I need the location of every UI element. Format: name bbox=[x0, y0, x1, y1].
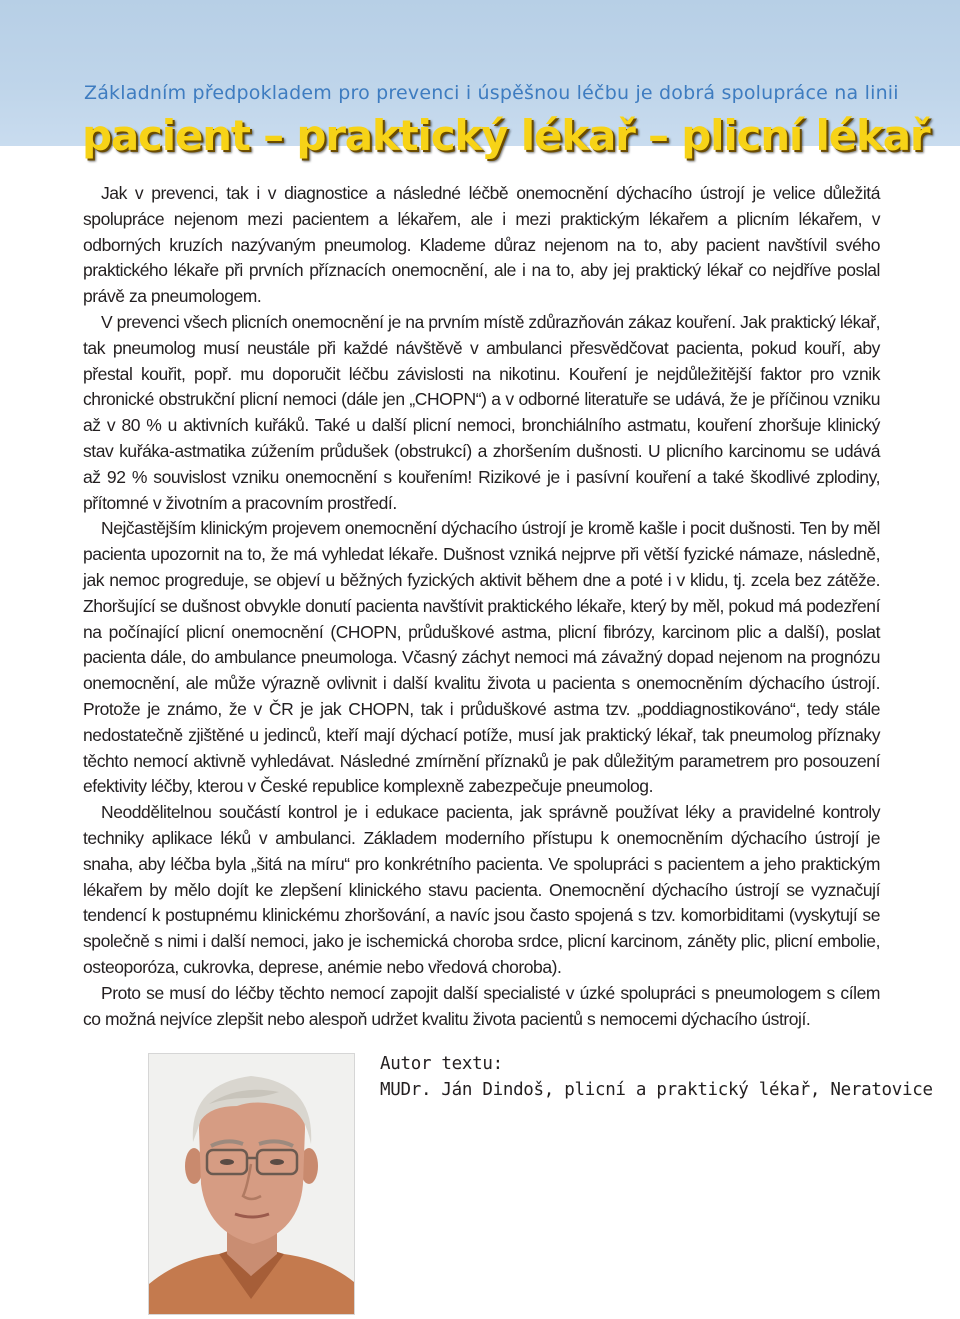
paragraph-intro: Jak v prevenci, tak i v diagnostice a následné léčbě onemocnění dýchacího ústrojí je velice důležitá spolupráce nejenom mezi pacientem a lékařem, ale i mezi praktickým lékařem a plicním lékařem, v odborných kruzích nazývaným pneumolog. Klademe důraz nejenom na to, aby pacient navštívil svého praktického lékaře při prvních příznacích onemocnění, ale i na to, aby jej praktický lékař co nejdříve poslal právě za pneumologem. bbox=[83, 183, 880, 307]
paragraph-smoking: V prevenci všech plicních onemocnění je na prvním místě zdůrazňován zákaz kouření. Jak praktický lékař, tak pneumolog musí neustále při každé návštěvě v ambulanci přesvědčovat pacienta, pokud kouří, aby přestal kouřit, popř. mu doporučit léčbu závislosti na nikotinu. Kouření je nejdůležitější faktor pro vznik chronické obstrukční plicní nemoci (dále jen „CHOPN“) a v odborné literatuře se udává, že je příčinou vzniku až v 80 % u aktivních kuřáků. Také u další plicní nemoci, bronchiálního astmatu, kouření zhoršuje klinický stav kuřáka-astmatika zúžením průdušek (obstrukcí) a zhoršením dušnosti. U plicního karcinomu se udává až 92 % souvislost vzniku onemocnění s kouřením! Rizikové je i pasívní kouření a také škodlivé zplodiny, přítomné v životním a pracovním prostředí. bbox=[83, 311, 880, 513]
author-label: Autor textu: bbox=[380, 1054, 503, 1074]
paragraph-conclusion: Proto se musí do léčby těchto nemocí zapojit další specialisté v úzké spolupráci s pneumologem s cílem co možná nejvíce zlepšit nebo alespoň udržet kvalitu života pacientů s nemocemi dýchacího ústrojí. bbox=[83, 982, 880, 1029]
article-body bbox=[83, 181, 880, 1032]
page-title: pacient – praktický lékař – plicní lékař bbox=[82, 111, 930, 160]
paragraph-symptoms: Nejčastějším klinickým projevem onemocnění dýchacího ústrojí je kromě kašle i pocit dušnosti. Ten by měl pacienta upozornit na to, že má vyhledat lékaře. Dušnost vzniká nejprve při větší fyzické námaze, následně, jak nemoc progreduje, se objeví u běžných fyzických aktivit během dne a poté i v klidu, tj. zcela bez zátěže. Zhoršující se dušnost obvykle donutí pacienta navštívit praktického lékaře, který by měl, pokud má podezření na počínající plicní onemocnění (CHOPN, průduškové astma, plicní fibrózy, karcinom plic a další), poslat pacienta dále, do ambulance pneumologa. Včasný záchyt nemoci má závažný dopad nejenom na prognózu onemocnění, ale může výrazně ovlivnit i další kvalitu života u pacienta s onemocněním dýchacího ústrojí. Protože je známo, že v ČR je jak CHOPN, tak i průduškové astma tzv. „poddiagnostikováno“, tedy stále nedostatečně zjištěné u jedinců, kteří mají dýchací potíže, musí jak praktický lékař, tak pneumolog příznaky těchto nemocí aktivně vyhledávat. Následné zmírnění příznaků je pak důležitým parametrem pro posouzení efektivity léčby, kterou v České republice komplexně zabezpečuje pneumolog. bbox=[83, 518, 880, 797]
article-kicker: Základním předpokladem pro prevenci i úspěšnou léčbu je dobrá spolupráce na linii bbox=[84, 82, 899, 104]
author-name: MUDr. Ján Dindoš, plicní a praktický lékař, Neratovice bbox=[380, 1080, 933, 1100]
paragraph-education: Neoddělitelnou součástí kontrol je i edukace pacienta, jak správně používat léky a pravidelné kontroly techniky aplikace léků v ambulanci. Základem moderního přístupu k onemocněním dýchacího ústrojí je snaha, aby léčba byla „šitá na míru“ pro konkrétního pacienta. Ve spolupráci s pacientem a jeho praktickým lékařem by mělo dojít ke zlepšení klinického stavu pacienta. Onemocnění dýchacího ústrojí se vyznačují tendencí k postupnému klinickému zhoršování, a navíc jsou často spojená s tzv. komorbiditami (vyskytují se společně s nimi i další nemoci, jako je ischemická choroba srdce, plicní karcinom, záněty plic, plicní embolie, osteoporóza, cukrovka, deprese, anémie nebo vředová choroba). bbox=[83, 802, 880, 977]
author-block bbox=[380, 1051, 933, 1103]
author-photo bbox=[148, 1053, 355, 1315]
